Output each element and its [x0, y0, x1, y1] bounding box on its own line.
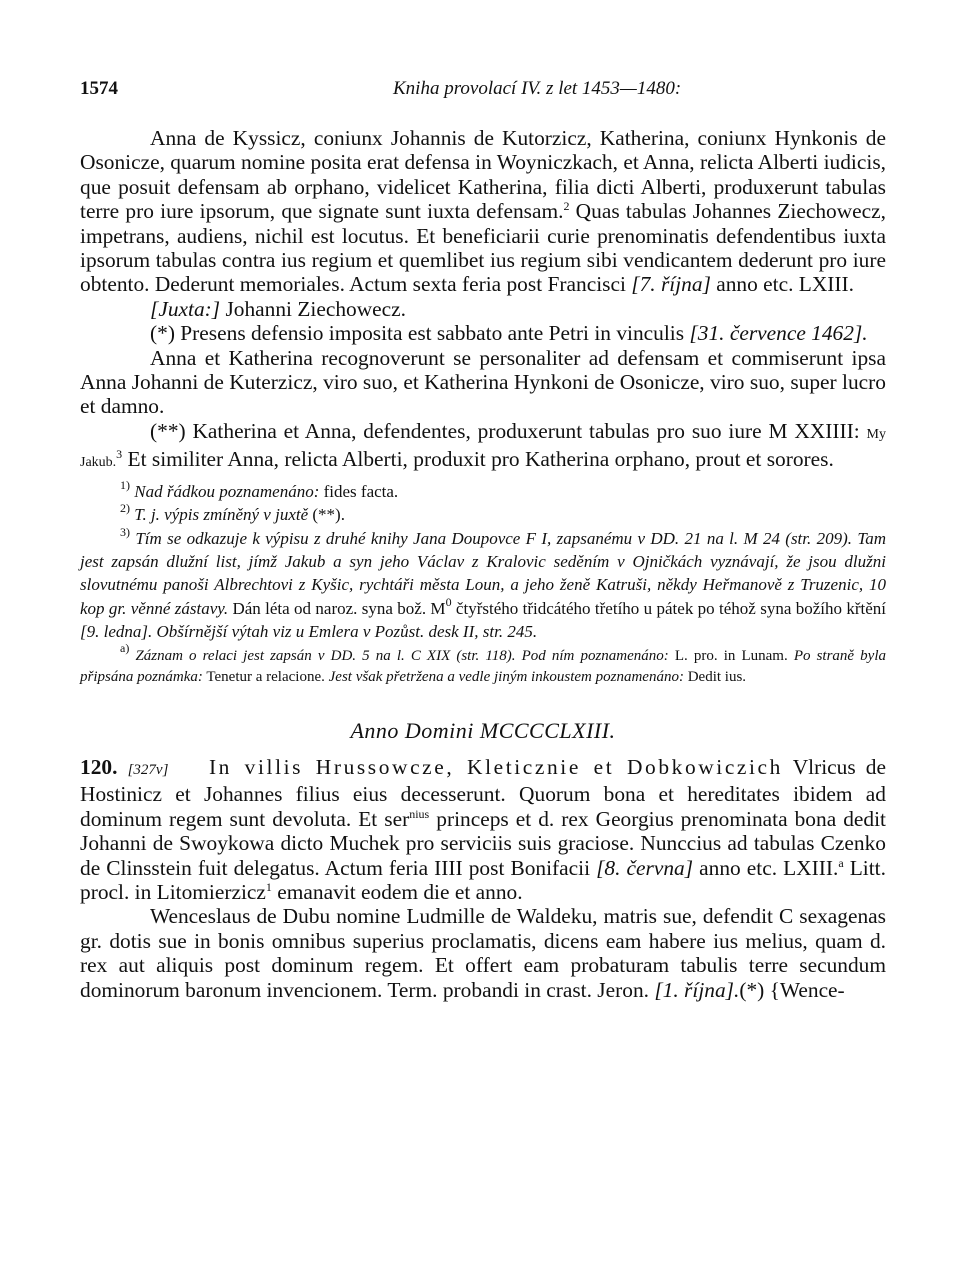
- paragraph-defense: Anna de Kyssicz, coniunx Johannis de Kutorzicz, Katherina, coniunx Hynkonis de Osonicze, quarum nomine posita erat defensa in Woyniczkach, et Anna, relicta Alberti iudicis, que posuit defensam ab orphano, videlicet Katherina, filia dicti Alberti, produxerunt tabulas terre pro iure ipsorum, que signate sunt iuxta defensam.$^2$ Quas tabulas Johannes Ziechowecz, impetrans, audiens, nichil est locutus. Et beneficiarii curie prenominatis defendentibus iuxta ipsorum tabulas contra ius regium et quemlibet ius regium sibi vendicantem dederunt pro iure obtento. Dederunt memoriales. Actum sexta feria post Francisci [7. října] anno etc. LXIII.: [80, 126, 887, 297]
- footnote-ref: 3: [116, 447, 123, 462]
- footnotes-block: [80, 477, 887, 644]
- paragraph-produxerunt: (**) Katherina et Anna, defendentes, produxerunt tabulas pro suo iure M XXIIII: My Jakub.$^3$ Et similiter Anna, relicta Alberti, produxit pro Katherina orphano, prout et sorores.: [80, 418, 886, 472]
- running-title: Kniha provolací IV. z let 1453—1480:: [393, 78, 682, 99]
- main-text: [80, 126, 886, 1002]
- page-header: [80, 78, 886, 108]
- footnote-ref: 2: [563, 199, 570, 214]
- folio-ref: [327v]: [127, 761, 169, 778]
- paragraph-juxta: [Juxta:] Johanni Ziechowecz.: [150, 296, 407, 321]
- date-note: [8. června]: [596, 855, 694, 880]
- footnote-2: $^{2)}$ T. j. výpis zmíněný v juxtě (**).: [120, 501, 345, 525]
- year-heading: Anno Domini MCCCCLXIII.: [350, 717, 616, 743]
- villages-text: In villis Hrussowcze, Kleticznie et Dobkowiczich: [208, 754, 783, 779]
- juxta-label: [Juxta:]: [150, 296, 221, 321]
- entry-number: 120.: [80, 754, 118, 779]
- date-note: [31. července 1462].: [689, 321, 868, 346]
- date-note: [7. října]: [631, 272, 711, 297]
- paragraph-presens: (*) Presens defensio imposita est sabbato ante Petri in vinculis [31. července 1462].: [150, 321, 868, 346]
- small-caps-ref: My Jakub.: [80, 426, 886, 471]
- footnote-1: $^{1)}$ Nad řádkou poznamenáno: fides facta.: [120, 477, 399, 501]
- date-note: [1. října].: [654, 977, 740, 1002]
- paragraph-wenceslaus: Wenceslaus de Dubu nomine Ludmille de Waldeku, matris sue, defendit C sexagenas gr. dotis sue in bonis omnibus superius proclamatis, dicens eam habere ius melius, quam d. rex aut aliquis post dominum regem. Et offert eam probaturam tabulis terre secundum dominorum baronum invencionem. Term. probandi in crast. Jeron. [1. října].(*) {Wence-: [80, 904, 886, 1002]
- footnote-3: $^{3)}$ Tím se odkazuje k výpisu z druhé knihy Jana Doupovce F I, zapsanému v DD. 21 na l. M 24 (str. 209). Tam jest zapsán dlužní list, jímž Jakub a syn jeho Václav z Kralovic seděním v Ojničkách vyznávají, že jsou dlužni slovutnému panoši Albrechtovi z Kyšic, rychtáři města Loun, a jeho ženě Katruši, někdy Heřmanově z Truzenic, 10 kop gr. věnné zástavy. Dán léta od naroz. syna bož. $M^0$ čtyřstého třidcátého třetího u pátek po téhož syna božího křtění [9. ledna]. Obšírnější výtah viz u Emlera v Pozůst. desk II, str. 245.: [80, 524, 887, 642]
- footnote-a-block: [80, 640, 886, 689]
- footnote-a: $^{a)}$ Záznam o relaci jest zapsán v DD. 5 na l. C XIX (str. 118). Pod ním poznamenáno: L. pro. in Lunam. Po straně byla připsána poznámka: Tenetur a relacione. Jest však přetržena a vedle jiným inkoustem poznamenáno: Dedit ius.: [80, 640, 886, 686]
- page-number: 1574: [80, 78, 118, 99]
- paragraph-recognoverunt: Anna et Katherina recognoverunt se personaliter ad defensam et commiserunt ipsa Anna Johanni de Kuterzicz, viro suo, et Katherina Hynkoni de Osonicze, viro suo, super lucro et damno.: [80, 345, 886, 419]
- entry-120: 120. [327v] In villis Hrussowcze, Kleticznie et Dobkowiczich Vlricus de Hostinicz et Johannes filius eius decesserunt. Quorum bona et hereditates ibidem ad dominum regem sunt devoluta. Et ser$^{nius}$ princeps et d. rex Georgius prenominata bona dedit Johanni de Swoykowa dicto Muchek pro serviciis suis graciose. Nunccius ad tabulas Czenko de Clinsstein fuit delegatus. Actum feria IIII post Bonifacii [8. června] anno etc. LXIII.$^a$ Litt. procl. in Litomierzicz$^1$ emanavit eodem die et anno.: [80, 754, 886, 904]
